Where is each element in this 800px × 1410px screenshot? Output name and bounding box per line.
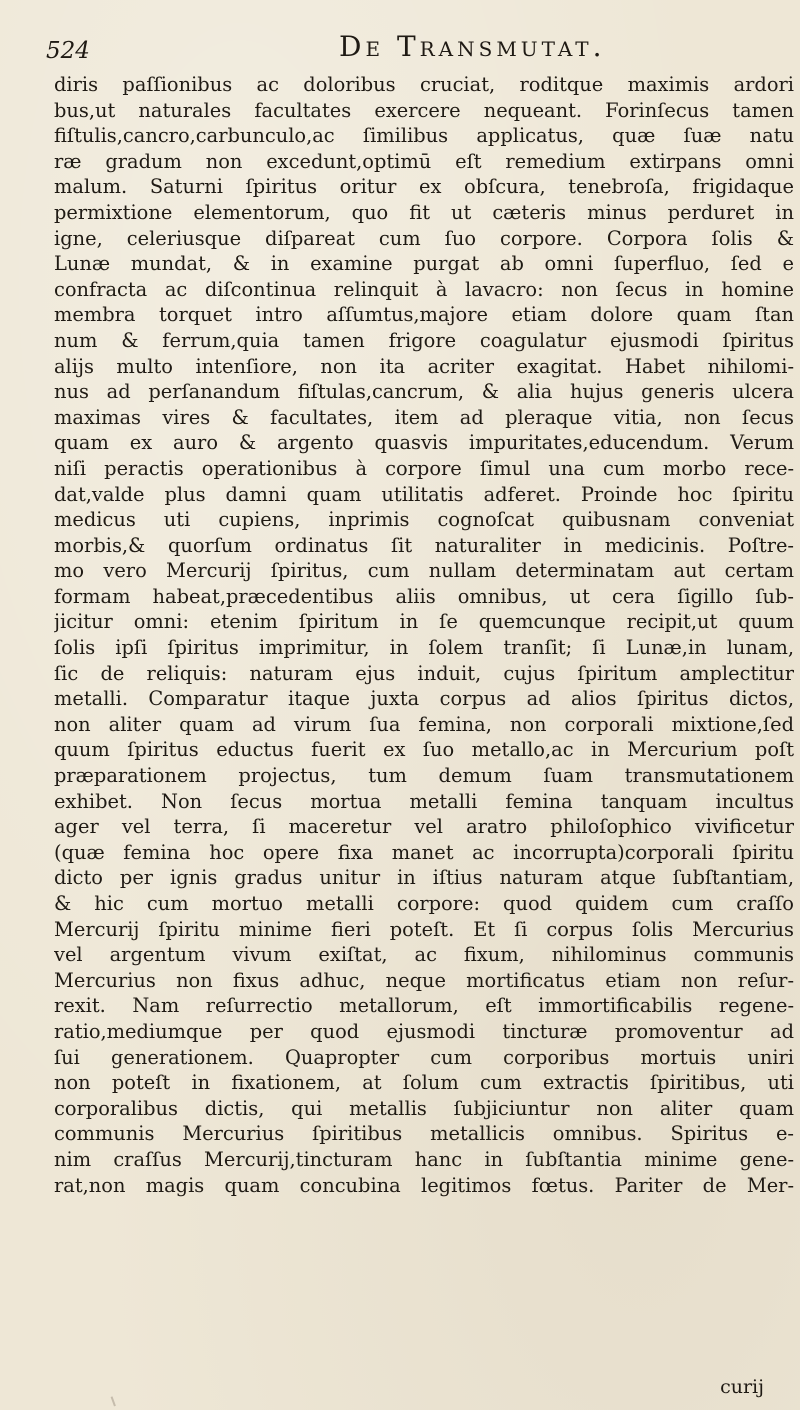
text-line: (quæ femina hoc opere fixa manet ac incorrupta)corporali ſpiritu (54, 840, 794, 864)
text-line: medicus uti cupiens, inprimis cognoſcat quibusnam conveniat (54, 508, 794, 532)
text-line: præparationem projectus, tum demum ſuam transmutationem (54, 764, 794, 788)
text-line: formam habeat,præcedentibus aliis omnibus, ut cera ſigillo ſub- (54, 584, 794, 608)
text-line: ratio,mediumque per quod ejusmodi tincturæ promoventur ad (54, 1019, 794, 1043)
text-line: jicitur omni: etenim ſpiritum in ſe quemcunque recipit,ut quum (54, 610, 794, 634)
text-line: dicto per ignis gradus unitur in iſtius naturam atque ſubſtantiam, (54, 866, 794, 890)
text-line: igne, celeriusque diſpareat cum ſuo corpore. Corpora ſolis & (54, 226, 794, 250)
text-line: Mercurij ſpiritu minime fieri poteſt. Et ſi corpus ſolis Mercurius (54, 917, 794, 941)
body-text (54, 72, 794, 1198)
text-line: ager vel terra, ſi maceretur vel aratro philoſophico vivificetur (54, 815, 794, 839)
text-line: vel argentum vivum exiſtat, ac fixum, nihilominus communis (54, 943, 794, 967)
text-line: non aliter quam ad virum ſua femina, non corporali mixtione,ſed (54, 712, 794, 736)
text-line: permixtione elementorum, quo fit ut cæteris minus perduret in (54, 200, 794, 224)
text-line: malum. Saturni ſpiritus oritur ex obſcura, tenebroſa, frigidaque (54, 175, 794, 199)
text-line: maximas vires & facultates, item ad pleraque vitia, non ſecus (54, 405, 794, 429)
text-line: quum ſpiritus eductus fuerit ex ſuo metallo,ac in Mercurium poſt (54, 738, 794, 762)
text-line: diris paſſionibus ac doloribus cruciat, roditque maximis ardori (54, 73, 794, 96)
text-line: morbis,& quorſum ordinatus ſit naturaliter in medicinis. Poſtre- (54, 533, 794, 557)
text-line: ræ gradum non excedunt,optimū eſt remedium extirpans omni (54, 149, 794, 173)
text-line: ſic de reliquis: naturam ejus induit, cujus ſpiritum amplectitur (54, 661, 794, 685)
text-line: confracta ac diſcontinua relinquit à lavacro: non ſecus in homine (54, 277, 794, 301)
running-title: De Transmutat. (339, 30, 606, 63)
text-line: quam ex auro & argento quasvis impuritates,educendum. Verum (54, 431, 794, 455)
text-line: ſui generationem. Quapropter cum corporibus mortuis uniri (54, 1045, 794, 1069)
text-line: fiſtulis,cancro,carbunculo,ac ſimilibus applicatus, quæ ſuæ natu (54, 124, 794, 148)
page-number: 524 (46, 38, 90, 64)
text-line: bus,ut naturales facultates exercere nequeant. Forinſecus tamen (54, 98, 794, 122)
catchword: curij (720, 1376, 764, 1398)
text-line: niſi peractis operationibus à corpore ſimul una cum morbo rece- (54, 456, 794, 480)
text-line: corporalibus dictis, qui metallis ſubjiciuntur non aliter quam (54, 1096, 794, 1120)
text-line: membra torquet intro aſſumtus,majore etiam dolore quam ſtan (54, 303, 794, 327)
text-line: Lunæ mundat, & in examine purgat ab omni ſuperfluo, ſed e (54, 252, 794, 276)
text-line: mo vero Mercurij ſpiritus, cum nullam determinatam aut certam (54, 559, 794, 583)
text-line: communis Mercurius ſpiritibus metallicis omnibus. Spiritus e- (54, 1122, 794, 1146)
running-head (34, 30, 780, 64)
text-line: ſolis ipſi ſpiritus imprimitur, in ſolem tranſit; ſi Lunæ,in lunam, (54, 636, 794, 660)
ink-mark (111, 1394, 124, 1407)
text-line: num & ferrum,quia tamen frigore coagulatur ejusmodi ſpiritus (54, 328, 794, 352)
text-line: metalli. Comparatur itaque juxta corpus ad alios ſpiritus dictos, (54, 687, 794, 711)
text-line: rat,non magis quam concubina legitimos fœtus. Pariter de Mer- (54, 1173, 794, 1197)
text-line: Mercurius non fixus adhuc, neque mortificatus etiam non reſur- (54, 968, 794, 992)
text-line: dat,valde plus damni quam utilitatis adferet. Proinde hoc ſpiritu (54, 482, 794, 506)
text-line: non poteſt in fixationem, at ſolum cum extractis ſpiritibus, uti (54, 1071, 794, 1095)
text-line: rexit. Nam reſurrectio metallorum, eſt immortificabilis regene- (54, 994, 794, 1018)
text-line: nus ad perſanandum fiſtulas,cancrum, & alia hujus generis ulcera (54, 380, 794, 404)
text-line: alijs multo intenſiore, non ita acriter exagitat. Habet nihilomi- (54, 354, 794, 378)
text-line: exhibet. Non ſecus mortua metalli femina tanquam incultus (54, 789, 794, 813)
text-line: & hic cum mortuo metalli corpore: quod quidem cum craſſo (54, 892, 794, 915)
text-line: nim craſſus Mercurij,tincturam hanc in ſubſtantia minime gene- (54, 1147, 794, 1171)
